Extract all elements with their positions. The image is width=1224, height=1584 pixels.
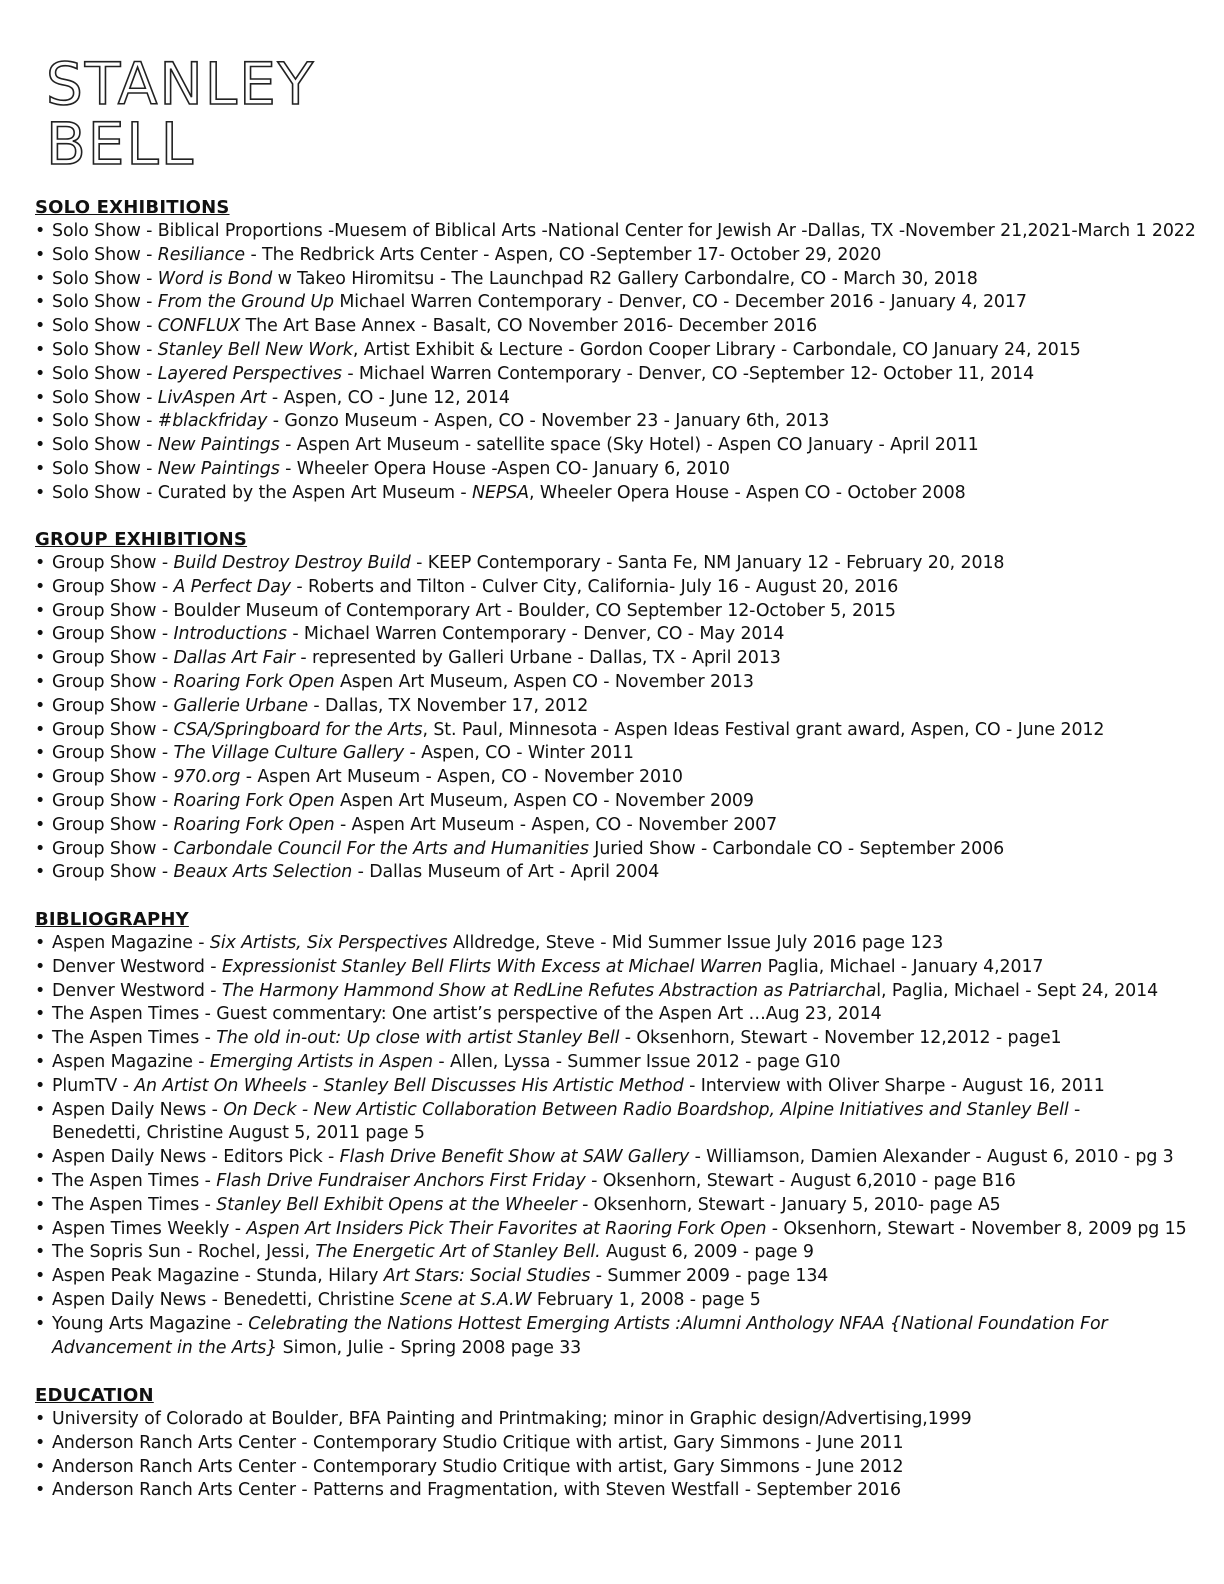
list-item — [35, 410, 1184, 434]
item-title: Roaring Fork Open — [173, 790, 335, 811]
logo-name-line2: BELL — [46, 110, 196, 172]
list-item — [35, 552, 1184, 576]
item-text: Group Show - — [52, 624, 174, 645]
education-section — [35, 1384, 1184, 1503]
item-title: Scene at S.A.W — [399, 1289, 532, 1310]
item-title: Flash Drive Fundraiser Anchors First Friday — [216, 1170, 586, 1191]
item-text: Benedetti, Christine August 5, 2011 page 5 — [52, 1123, 425, 1144]
item-text: - Aspen Art Museum - Aspen, CO - November 2007 — [334, 814, 778, 835]
item-text: , Wheeler Opera House - Aspen CO - October 2008 — [528, 482, 966, 503]
list-item — [35, 695, 1184, 719]
item-text: Denver Westword - — [52, 956, 222, 977]
solo-exhibitions-list — [35, 220, 1196, 506]
item-text: August 6, 2009 - page 9 — [600, 1242, 814, 1263]
item-text: Solo Show - — [52, 363, 158, 384]
item-title: Introductions — [173, 624, 287, 645]
item-text: Aspen Art Museum, Aspen CO - November 2013 — [334, 671, 754, 692]
item-text: - Dallas Museum of Art - April 2004 — [352, 862, 660, 883]
list-item — [35, 766, 1184, 790]
item-title: An Artist On Wheels - Stanley Bell Discusses His Artistic Method — [134, 1075, 684, 1096]
group-exhibitions-section — [35, 528, 1184, 885]
list-item — [35, 623, 1184, 647]
item-text: - Aspen, CO - Winter 2011 — [404, 743, 634, 764]
list-item — [35, 790, 1184, 814]
item-text: Solo Show - — [52, 435, 158, 456]
item-text: Solo Show - — [52, 387, 158, 408]
list-item — [35, 482, 1184, 506]
item-text: - Williamson, Damien Alexander - August 6, 2010 - pg 3 — [689, 1147, 1174, 1168]
item-text: Group Show - — [52, 743, 174, 764]
item-title: Aspen Art Insiders Pick Their Favorites at Raoring Fork Open — [246, 1218, 767, 1239]
bullet-icon: • — [35, 1409, 46, 1429]
item-text: - Wheeler Opera House -Aspen CO- January 6, 2010 — [279, 458, 730, 479]
item-text: Group Show - — [52, 695, 174, 716]
list-item — [35, 1479, 1184, 1503]
item-text: Solo Show - — [52, 292, 158, 313]
item-text: Anderson Ranch Arts Center - Contemporary Studio Critique with artist, Gary Simmons - June 2012 — [52, 1456, 904, 1477]
list-item — [35, 1003, 1184, 1027]
logo-name-line1: STANLEY — [46, 52, 316, 118]
item-text: Group Show - — [52, 648, 174, 669]
item-title: Stanley Bell New Work — [157, 339, 353, 360]
item-text: - — [1068, 1099, 1081, 1120]
list-item — [35, 363, 1184, 387]
item-continuation — [35, 1122, 1184, 1146]
item-title: #blackfriday — [157, 411, 268, 432]
bibliography-section — [35, 908, 1187, 1360]
item-text: Solo Show - — [52, 411, 158, 432]
item-text: Aspen Daily News - Editors Pick - — [52, 1147, 340, 1168]
item-title: LivAspen Art — [157, 387, 267, 408]
item-text: Juried Show - Carbondale CO - September 2006 — [588, 838, 1005, 859]
bullet-icon: • — [35, 553, 46, 573]
item-title: 970.org — [173, 767, 241, 788]
section-heading: EDUCATION — [35, 1385, 154, 1406]
item-text: PlumTV - — [52, 1075, 135, 1096]
item-title: The old in-out: Up close with artist Stanley Bell — [216, 1028, 620, 1049]
item-text: Aspen Peak Magazine - Stunda, Hilary — [52, 1266, 384, 1287]
item-text: Young Arts Magazine - — [52, 1313, 249, 1334]
bullet-icon: • — [35, 482, 46, 503]
list-item — [35, 1099, 1184, 1147]
list-item — [35, 1146, 1184, 1170]
item-text: - Oksenhorn, Stewart - November 12,2012 - page1 — [619, 1028, 1062, 1049]
list-item — [35, 339, 1184, 363]
bullet-icon: • — [35, 1289, 46, 1310]
item-title: The Village Culture Gallery — [173, 743, 405, 764]
item-title: Expressionist Stanley Bell Flirts With Excess at Michael Warren — [221, 956, 763, 977]
bullet-icon: • — [35, 1266, 46, 1287]
list-item — [35, 1289, 1184, 1313]
item-text: w Takeo Hiromitsu - The Launchpad R2 Gallery Carbondalre, CO - March 30, 2018 — [272, 268, 978, 289]
item-text: Anderson Ranch Arts Center - Patterns and Fragmentation, with Steven Westfall - September 2016 — [52, 1480, 901, 1501]
bullet-icon: • — [35, 719, 46, 740]
bibliography-list — [35, 932, 1187, 1360]
bullet-icon: • — [35, 790, 46, 811]
bullet-icon: • — [35, 1242, 46, 1263]
bullet-icon: • — [35, 1075, 46, 1096]
item-text: Solo Show - — [52, 339, 158, 360]
item-title: Art Stars: Social Studies — [383, 1266, 591, 1287]
item-text: Aspen Times Weekly - — [52, 1218, 247, 1239]
bullet-icon: • — [35, 1051, 46, 1072]
bullet-icon: • — [35, 339, 46, 360]
list-item — [35, 458, 1184, 482]
item-text: - Aspen Art Museum - Aspen, CO - November 2010 — [240, 767, 683, 788]
list-item — [35, 244, 1184, 268]
item-text: - represented by Galleri Urbane - Dallas, TX - April 2013 — [294, 648, 781, 669]
item-title: Word is Bond — [157, 268, 273, 289]
item-title: The Energetic Art of Stanley Bell. — [315, 1242, 601, 1263]
stanley-bell-logo — [44, 52, 344, 172]
bullet-icon: • — [35, 458, 46, 479]
item-text: - Oksenhorn, Stewart - November 8, 2009 pg 15 — [766, 1218, 1187, 1239]
list-item — [35, 1408, 1184, 1432]
list-item — [35, 1170, 1184, 1194]
item-text: - Roberts and Tilton - Culver City, California- July 16 - August 20, 2016 — [290, 576, 899, 597]
item-title: NEPSA — [472, 482, 529, 503]
item-text: University of Colorado at Boulder, BFA Painting and Printmaking; minor in Graphic design/Advertising,1999 — [52, 1409, 972, 1429]
item-text: Group Show - — [52, 838, 174, 859]
item-text: , St. Paul, Minnesota - Aspen Ideas Festival grant award, Aspen, CO - June 2012 — [422, 719, 1105, 740]
section-heading: BIBLIOGRAPHY — [35, 909, 189, 930]
item-text: Group Show - — [52, 767, 174, 788]
item-title: Carbondale Council For the Arts and Humanities — [173, 838, 589, 859]
item-title: A Perfect Day — [173, 576, 291, 597]
item-text: Solo Show - — [52, 268, 158, 289]
item-text: The Aspen Times - Guest commentary: One artist’s perspective of the Aspen Art …Aug 23, 2014 — [52, 1004, 882, 1025]
bullet-icon: • — [35, 221, 46, 241]
item-text: , Artist Exhibit & Lecture - Gordon Cooper Library - Carbondale, CO January 24, 2015 — [352, 339, 1081, 360]
list-item — [35, 1456, 1184, 1480]
item-text: The Aspen Times - — [52, 1194, 217, 1215]
item-title: Six Artists, Six Perspectives — [209, 933, 448, 953]
list-item — [35, 742, 1184, 766]
item-title: From the Ground Up — [157, 292, 334, 313]
bullet-icon: • — [35, 1456, 46, 1477]
bullet-icon: • — [35, 624, 46, 645]
item-text: The Sopris Sun - Rochel, Jessi, — [52, 1242, 316, 1263]
list-item — [35, 387, 1184, 411]
item-title: New Paintings — [157, 458, 280, 479]
item-text: The Art Base Annex - Basalt, CO November 2016- December 2016 — [240, 316, 818, 337]
list-item — [35, 600, 1184, 624]
bullet-icon: • — [35, 1004, 46, 1025]
bullet-icon: • — [35, 1313, 46, 1334]
item-title: New Paintings — [157, 435, 280, 456]
solo-exhibitions-section — [35, 196, 1196, 506]
item-text: l, Paglia, Michael - Sept 24, 2014 — [876, 980, 1159, 1001]
item-text: Group Show - — [52, 790, 174, 811]
item-title: Advancement in the Arts} — [52, 1337, 278, 1358]
item-title: Stanley Bell Exhibit Opens at the Wheeler — [216, 1194, 577, 1215]
list-item — [35, 932, 1184, 956]
item-text: Group Show - — [52, 671, 174, 692]
bullet-icon: • — [35, 1028, 46, 1049]
list-item — [35, 1265, 1184, 1289]
item-text: Group Show - Boulder Museum of Contemporary Art - Boulder, CO September 12-October 5, 2015 — [52, 600, 896, 621]
list-item — [35, 268, 1184, 292]
item-text: Solo Show - — [52, 244, 158, 265]
item-text: Simon, Julie - Spring 2008 page 33 — [277, 1337, 582, 1358]
bullet-icon: • — [35, 292, 46, 313]
list-item — [35, 647, 1184, 671]
bullet-icon: • — [35, 862, 46, 883]
bullet-icon: • — [35, 743, 46, 764]
item-text: - Summer 2009 - page 134 — [590, 1266, 829, 1287]
list-item — [35, 1241, 1184, 1265]
item-text: - Gonzo Museum - Aspen, CO - November 23 - January 6th, 2013 — [267, 411, 830, 432]
item-title: Dallas Art Fair — [173, 648, 295, 669]
bullet-icon: • — [35, 838, 46, 859]
section-heading: GROUP EXHIBITIONS — [35, 529, 248, 550]
item-text: - Dallas, TX November 17, 2012 — [307, 695, 589, 716]
item-text: Aspen Magazine - — [52, 933, 210, 953]
item-text: - The Redbrick Arts Center - Aspen, CO -September 17- October 29, 2020 — [245, 244, 882, 265]
item-text: Solo Show - — [52, 316, 158, 337]
bullet-icon: • — [35, 767, 46, 788]
list-item — [35, 1194, 1184, 1218]
item-title: Build Destroy Destroy Build — [173, 553, 411, 573]
item-text: Aspen Daily News - Benedetti, Christine — [52, 1289, 400, 1310]
item-text: - KEEP Contemporary - Santa Fe, NM January 12 - February 20, 2018 — [410, 553, 1005, 573]
item-text: February 1, 2008 - page 5 — [531, 1289, 761, 1310]
bullet-icon: • — [35, 648, 46, 669]
item-text: - Aspen, CO - June 12, 2014 — [266, 387, 510, 408]
list-item — [35, 814, 1184, 838]
item-title: Resiliance — [157, 244, 246, 265]
list-item — [35, 576, 1184, 600]
item-title: On Deck - New Artistic Collaboration Between Radio Boardshop, Alpine Initiatives and Stanley Bell — [223, 1099, 1069, 1120]
list-item — [35, 1027, 1184, 1051]
item-text: Aspen Daily News - — [52, 1099, 224, 1120]
bullet-icon: • — [35, 695, 46, 716]
item-text: - Aspen Art Museum - satellite space (Sky Hotel) - Aspen CO January - April 2011 — [279, 435, 979, 456]
list-item — [35, 1218, 1187, 1242]
item-text: Michael Warren Contemporary - Denver, CO - December 2016 - January 4, 2017 — [333, 292, 1027, 313]
bullet-icon: • — [35, 1170, 46, 1191]
list-item — [35, 315, 1184, 339]
item-text: Group Show - — [52, 576, 174, 597]
education-list — [35, 1408, 1184, 1503]
bullet-icon: • — [35, 980, 46, 1001]
bullet-icon: • — [35, 814, 46, 835]
item-text: - Oksenhorn, Stewart - August 6,2010 - page B16 — [585, 1170, 1016, 1191]
item-text: Group Show - — [52, 814, 174, 835]
group-exhibitions-list — [35, 552, 1184, 885]
bullet-icon: • — [35, 411, 46, 432]
item-text: Group Show - — [52, 553, 174, 573]
item-text: - Interview with Oliver Sharpe - August 16, 2011 — [683, 1075, 1105, 1096]
item-text: Anderson Ranch Arts Center - Contemporary Studio Critique with artist, Gary Simmons - June 2011 — [52, 1432, 904, 1453]
bullet-icon: • — [35, 1099, 46, 1120]
item-text: The Aspen Times - — [52, 1028, 217, 1049]
list-item — [35, 220, 1196, 244]
item-text: The Aspen Times - — [52, 1170, 217, 1191]
list-item — [35, 956, 1184, 980]
item-continuation — [35, 1337, 1184, 1361]
item-text: Solo Show - Biblical Proportions -Muesem of Biblical Arts -National Center for Jewish Ar -Dallas, TX -November 21,2021-March 1 2022 — [52, 221, 1196, 241]
bullet-icon: • — [35, 600, 46, 621]
bullet-icon: • — [35, 1194, 46, 1215]
list-item — [35, 861, 1184, 885]
item-text: Group Show - — [52, 862, 174, 883]
item-title: Celebrating the Nations Hottest Emerging Artists :Alumni Anthology NFAA {National Foundation For — [248, 1313, 1108, 1334]
list-item — [35, 1051, 1184, 1075]
list-item — [35, 719, 1184, 743]
item-text: Solo Show - Curated by the Aspen Art Museum - — [52, 482, 473, 503]
list-item — [35, 980, 1184, 1004]
item-text: Paglia, Michael - January 4,2017 — [762, 956, 1044, 977]
bullet-icon: • — [35, 1480, 46, 1501]
bullet-icon: • — [35, 1218, 46, 1239]
item-text: Aspen Magazine - — [52, 1051, 210, 1072]
list-item — [35, 838, 1184, 862]
bullet-icon: • — [35, 387, 46, 408]
bullet-icon: • — [35, 956, 46, 977]
list-item — [35, 1432, 1184, 1456]
item-text: Solo Show - — [52, 458, 158, 479]
list-item — [35, 1075, 1184, 1099]
section-heading: SOLO EXHIBITIONS — [35, 197, 230, 218]
item-title: Flash Drive Benefit Show at SAW Gallery — [339, 1147, 690, 1168]
bullet-icon: • — [35, 1432, 46, 1453]
bullet-icon: • — [35, 316, 46, 337]
item-title: Roaring Fork Open — [173, 671, 335, 692]
bullet-icon: • — [35, 268, 46, 289]
list-item — [35, 671, 1184, 695]
item-title: Roaring Fork Open — [173, 814, 335, 835]
bullet-icon: • — [35, 244, 46, 265]
item-title: CSA/Springboard for the Arts — [173, 719, 423, 740]
bullet-icon: • — [35, 435, 46, 456]
item-text: Alldredge, Steve - Mid Summer Issue July 2016 page 123 — [447, 933, 944, 953]
bullet-icon: • — [35, 671, 46, 692]
item-title: Layered Perspectives — [157, 363, 342, 384]
item-text: Aspen Art Museum, Aspen CO - November 2009 — [334, 790, 754, 811]
item-text: - Oksenhorn, Stewart - January 5, 2010- page A5 — [576, 1194, 1001, 1215]
item-title: Emerging Artists in Aspen — [209, 1051, 433, 1072]
bullet-icon: • — [35, 933, 46, 953]
bullet-icon: • — [35, 1147, 46, 1168]
item-title: Beaux Arts Selection — [173, 862, 353, 883]
item-text: - Allen, Lyssa - Summer Issue 2012 - page G10 — [432, 1051, 841, 1072]
item-title: The Harmony Hammond Show at RedLine Refutes Abstraction as Patriarcha — [221, 980, 877, 1001]
bullet-icon: • — [35, 363, 46, 384]
bullet-icon: • — [35, 576, 46, 597]
list-item — [35, 1313, 1184, 1361]
item-text: Group Show - — [52, 719, 174, 740]
item-text: - Michael Warren Contemporary - Denver, CO -September 12- October 11, 2014 — [341, 363, 1035, 384]
list-item — [35, 434, 1184, 458]
item-title: CONFLUX — [157, 316, 241, 337]
item-text: - Michael Warren Contemporary - Denver, CO - May 2014 — [286, 624, 785, 645]
item-title: Gallerie Urbane — [173, 695, 308, 716]
list-item — [35, 291, 1184, 315]
item-text: Denver Westword - — [52, 980, 222, 1001]
